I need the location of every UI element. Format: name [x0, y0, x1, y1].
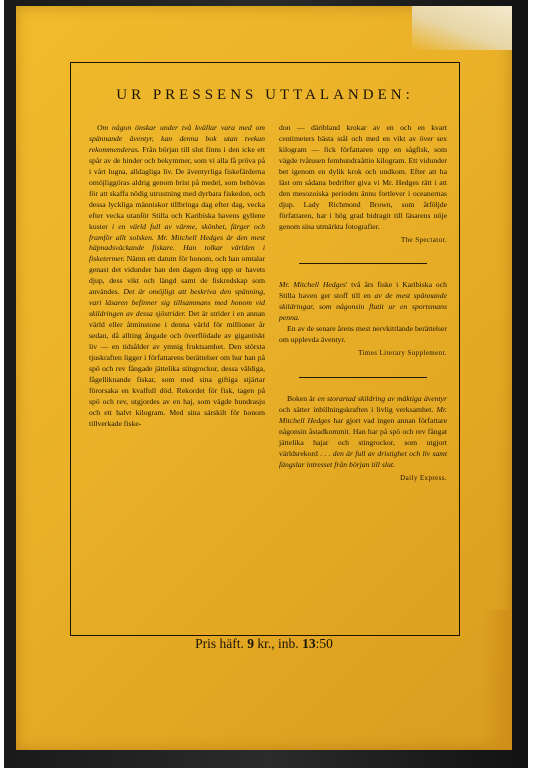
tls-quote-2: En av de senare årens mest nervkittlande berättelser om upplevda äventyr. [279, 324, 447, 345]
section-heading: UR PRESSENS UTTALANDEN: [116, 87, 414, 103]
left-column [89, 123, 265, 430]
daily-express-quote: Boken är en storartad skildring av mäktiga äventyr och sätter inbillningskraften i livlig verksamhet. Mr. Mitchell Hedges har gjort vad ingen annan författare någonsin åstadkommit. Han har på spö och rev fångat jättelika hajar och stingrockor, som utgjort världsrekord . . . den är full av dristighet och liv samt fängslar intresset från början till slut. [279, 394, 447, 469]
source-spectator: The Spectator. [400, 235, 447, 244]
price-line: Pris häft. 9 kr., inb. 13:50 [195, 636, 333, 651]
price-hardcover: 13 [302, 636, 316, 651]
worn-corner [412, 6, 512, 50]
source-daily-express: Daily Express. [400, 473, 447, 482]
spectator-quote-part2: don — däribland krokar av en och en kvart centimeters bästa stål och med en vikt av över sex kilogram — fick författaren upp en sågfisk, som vägde tvåtusen femhundraåttio kilogram. Ett vidunder bet igenom en dylik krok och undkom. Efter att ha läst om sådana bedrifter giva vi Mr. Hedges rätt i att den mesozoiska perioden ännu fortlever i oceanernas djup. Lady Richmond Brown, som åtföljde författaren, har i hög grad bidragit till läsarens nöje genom sina utmärkta fotografier. [279, 123, 447, 231]
price-softcover: 9 [247, 636, 255, 651]
worn-edge [482, 610, 512, 750]
divider [299, 377, 427, 378]
quote-intro: Om någon önskar under två kvällar vara med om spännande äventyr, kan denna bok utan tvekan rekommenderas. [89, 123, 265, 154]
press-quotes-frame [70, 62, 460, 636]
book-back-cover [16, 6, 512, 750]
source-tls: Times Literary Supplement. [358, 349, 447, 358]
spectator-quote-part1: Om någon önskar under två kvällar vara med om spännande äventyr, kan denna bok utan tvekan rekommenderas. Från början till slut finns i den icke ett spår av de hinder och bekymmer, som vi alla få pröva på i vårt lugna, alldagliga liv. De äventyrliga fiskefärderna omöjliggöras aldrig genom brist på medel, som behövas för att skaffa nödig utrustning med dyrbara fiskedon, och dessa lyckliga människor tillbringa dag efter dag, vecka efter vecka utanför Stilla och Karibiska havens gyllene kuster i en värld full av värme, skönhet, färger och framför allt solsken. Mr. Mitchell Hedges är den mest häpnadsväckande fiskare. Han tolkar världen i fisketermer. Nämn ett datum för honom, och han omtalar genast det vidunder han den dagen drog upp ur havets djup, dess vikt och längd samt de fiskredskap som användes. Det är omöjligt att beskriva den spänning, vari läsaren befinner sig tillsammans med honom vid skildringen av dessa sjöstrider. Det är strider i en annan värld eller åtminstone i denna värld för millioner år sedan, då allting ångade och överflödade av gigantiskt liv — en tidsålder av ymnig fruktsamhet. Den största tjuskraften ligger i författarens berättelser om hur han på spö och rev fångade jättelika stingrockor, dessa väldiga, fågelliknande fiskar, som med sina giftiga stjärtar förorsaka en kvalfull död. Rekordet för fisk, tagen på spö och rev, utgjordes av en haj, som vägde hundrasju och ett halvt kilogram. Med sina särskilt för honom tillverkade fiske- [89, 123, 266, 428]
divider [299, 263, 427, 264]
tls-quote: Mr. Mitchell Hedges' två års fiske i Karibiska och Stilla haven ger stoff till en av de mest spännande skildringar, som någonsin flutit ur en sportsmans penna. [279, 280, 447, 323]
right-column [279, 123, 447, 488]
